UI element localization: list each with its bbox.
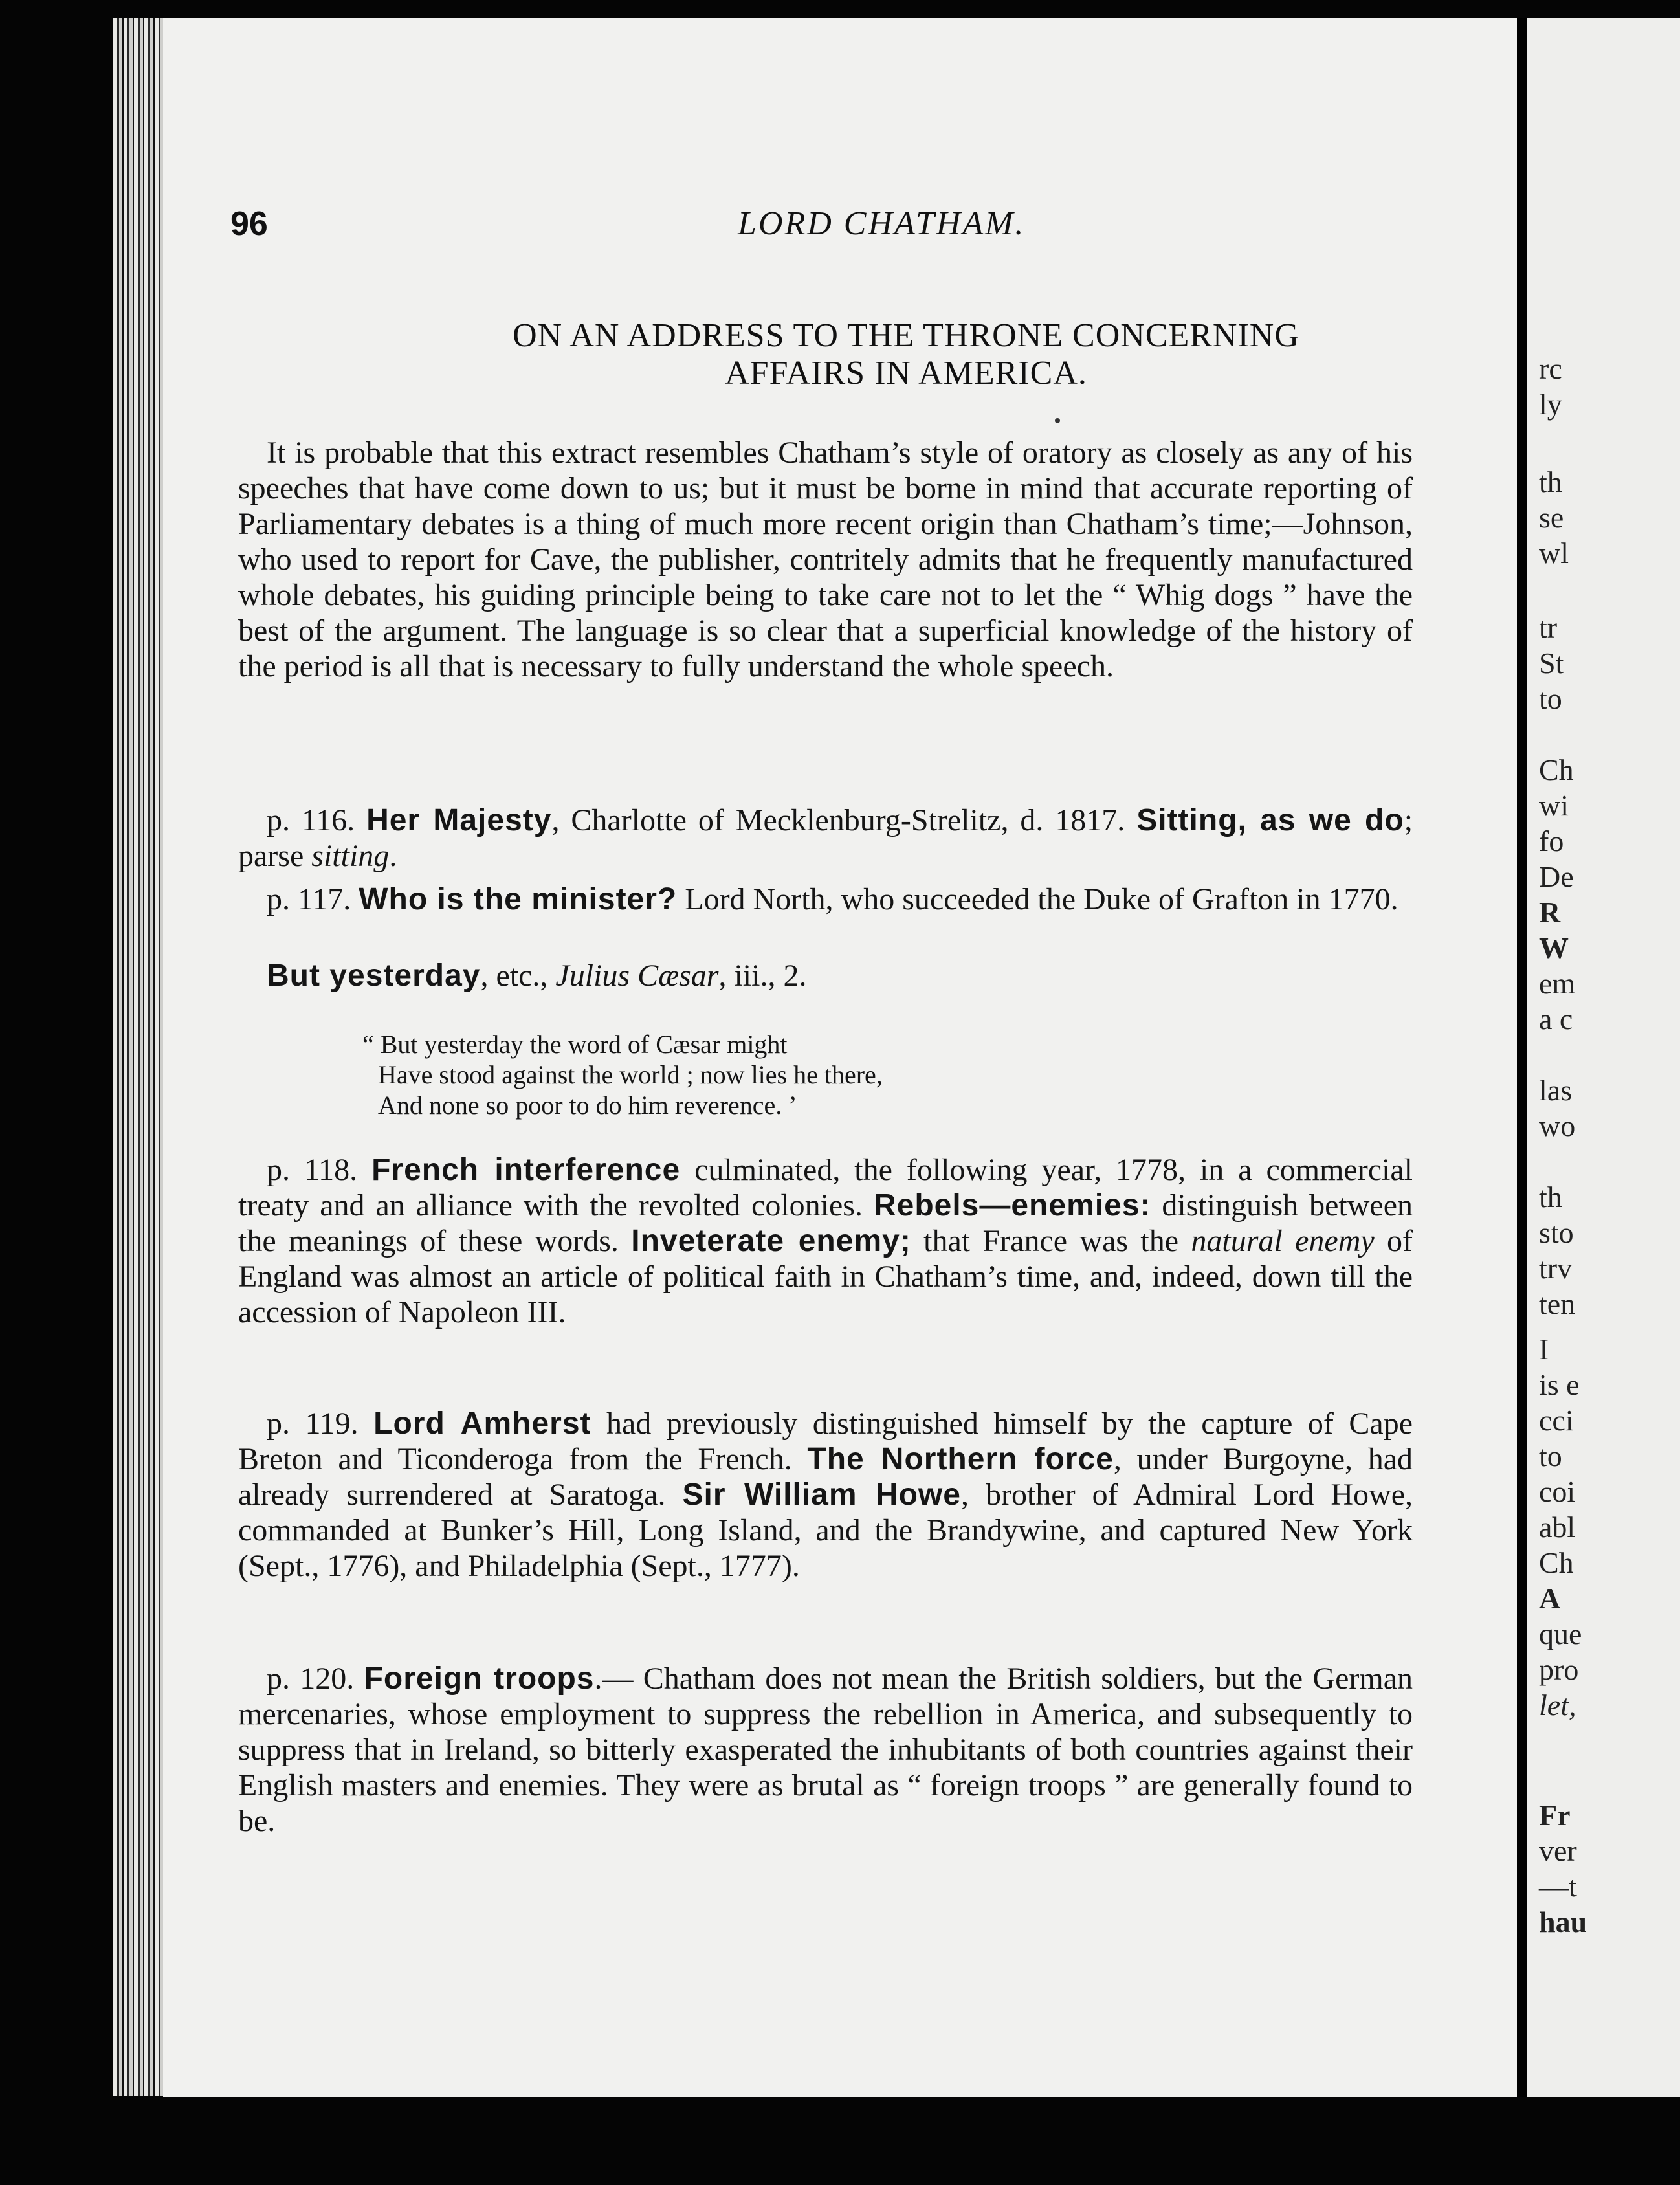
book-gutter <box>1517 18 1527 2097</box>
page-ref: p. 118. <box>267 1153 358 1187</box>
title-line-2: AFFAIRS IN AMERICA. <box>725 355 1087 392</box>
page-ref: p. 120. <box>267 1661 355 1696</box>
page-ref: p. 117. <box>267 882 351 916</box>
intro-paragraph <box>238 435 1413 684</box>
note-text: , iii., 2. <box>718 959 807 993</box>
facing-fragment: sto <box>1539 1216 1574 1249</box>
headword: Who is the minister? <box>359 882 678 916</box>
facing-fragment: to <box>1539 682 1562 715</box>
running-head: LORD CHATHAM. <box>738 205 1026 242</box>
facing-fragment: se <box>1539 501 1564 534</box>
headword: The Northern force <box>807 1442 1114 1476</box>
headword: Foreign troops <box>364 1661 595 1696</box>
headword: Her Majesty <box>366 803 552 837</box>
note-text: culminated, the following year, 1778, in a commercial treaty and an alliance with the revolted colonies. <box>238 1153 1413 1223</box>
note-text: of England was almost an article of political faith in Chatham’s time, and, indeed, down till the accession of Napoleon III. <box>238 1224 1413 1329</box>
page-ref: p. 119. <box>267 1406 359 1441</box>
headword: Rebels—enemies: <box>873 1188 1151 1223</box>
facing-fragment: wo <box>1539 1109 1576 1142</box>
facing-fragment: Ch <box>1539 753 1574 786</box>
quote-line-2: Have stood against the world ; now lies he there, <box>378 1060 883 1089</box>
page-number: 96 <box>230 205 268 243</box>
note-text: . <box>389 839 397 873</box>
facing-fragment: De <box>1539 860 1574 893</box>
quote-line-3: And none so poor to do him reverence. ’ <box>378 1091 797 1120</box>
intro-text: It is probable that this extract resembles Chatham’s style of oratory as closely as any of his speeches that have come down to us; but it must be borne in mind that accurate reporting of Parliamentary debates is a thing of much more recent origin than Chatham’s time;—Johnson, who used to report for Cave, the publisher, contritely admits that he frequently manufactured whole debates, his guiding principle being to take care not to let the “ Whig dogs ” have the best of the argument. The language is so clear that a superficial knowledge of the history of the period is all that is necessary to fully understand the whole speech. <box>238 436 1413 683</box>
facing-fragment: tr <box>1539 611 1558 644</box>
note-p120 <box>238 1661 1413 1839</box>
note-p116-text <box>238 803 1413 874</box>
book-page-edges <box>113 18 165 2096</box>
block-quote <box>362 1029 1333 1120</box>
facing-fragment: ten <box>1539 1287 1576 1320</box>
italic-term: sitting <box>311 839 390 873</box>
facing-fragment: is e <box>1539 1368 1580 1401</box>
facing-fragment: fo <box>1539 825 1564 858</box>
note-text: .— Chatham does not mean the British soldiers, but the German mercenaries, whose employment to suppress the rebellion in America, and subsequently to suppress that in Ireland, so bitterly exasperated the inhubitants of both countries against their English masters and enemies. They were as brutal as “ foreign troops ” are generally found to be. <box>238 1661 1413 1838</box>
ink-speck <box>1055 418 1060 423</box>
note-p118-text <box>238 1152 1413 1330</box>
note-yesterday-text <box>238 958 1413 993</box>
quote-line-1: “ But yesterday the word of Cæsar might <box>362 1030 788 1059</box>
note-text: had previously distinguished himself by the capture of Cape Breton and Ticonderoga from the French. <box>238 1406 1413 1476</box>
facing-fragment: trv <box>1539 1252 1573 1285</box>
facing-fragment: —t <box>1539 1870 1577 1903</box>
headword: Lord Amherst <box>373 1406 591 1441</box>
facing-fragment: St <box>1539 647 1564 680</box>
facing-page-edge <box>1527 18 1680 2097</box>
note-p116 <box>238 803 1413 874</box>
facing-fragment: wl <box>1539 537 1569 570</box>
facing-fragment: rc <box>1539 352 1562 385</box>
facing-fragment: que <box>1539 1617 1582 1650</box>
note-p119 <box>238 1406 1413 1584</box>
facing-fragment: th <box>1539 1181 1562 1214</box>
facing-fragment: let, <box>1539 1689 1576 1722</box>
facing-fragment: em <box>1539 967 1576 1000</box>
note-text: ; parse <box>238 803 1413 873</box>
note-p117 <box>238 882 1413 917</box>
title-line-1: ON AN ADDRESS TO THE THRONE CONCERNING <box>513 317 1299 354</box>
headword: Inveterate enemy; <box>631 1224 911 1258</box>
headword: Sitting, as we do <box>1136 803 1404 837</box>
note-p120-text <box>238 1661 1413 1839</box>
headword: Sir William Howe <box>682 1478 961 1512</box>
note-p118 <box>238 1152 1413 1330</box>
note-but-yesterday <box>238 958 1413 993</box>
facing-fragment: to <box>1539 1439 1562 1472</box>
facing-fragment: las <box>1539 1074 1573 1107</box>
facing-fragment: a c <box>1539 1003 1573 1036</box>
headword: But yesterday <box>267 959 481 993</box>
note-p117-text <box>238 882 1413 917</box>
facing-fragment: A <box>1539 1582 1561 1615</box>
note-text: , Charlotte of Mecklenburg-Strelitz, d. 1817. <box>551 803 1137 837</box>
facing-fragment: wi <box>1539 789 1569 822</box>
note-text: distinguish between the meanings of these words. <box>238 1188 1413 1258</box>
italic-term: natural enemy <box>1191 1224 1375 1258</box>
facing-fragment: pro <box>1539 1653 1579 1686</box>
facing-fragment: hau <box>1539 1905 1587 1938</box>
facing-fragment: th <box>1539 465 1562 498</box>
facing-fragment: cci <box>1539 1404 1574 1437</box>
note-text: that France was the <box>911 1224 1191 1258</box>
facing-fragment: Fr <box>1539 1799 1571 1832</box>
note-text: , brother of Admiral Lord Howe, commanded at Bunker’s Hill, Long Island, and the Brandywine, and captured New York (Sept., 1776), and Philadelphia (Sept., 1777). <box>238 1478 1413 1583</box>
facing-fragment: ly <box>1539 388 1562 421</box>
facing-fragment: ver <box>1539 1834 1577 1867</box>
facing-fragment: W <box>1539 931 1569 964</box>
facing-fragment: abl <box>1539 1511 1576 1544</box>
note-text: , etc., <box>480 959 556 993</box>
facing-fragment: R <box>1539 896 1561 929</box>
facing-fragment: Ch <box>1539 1546 1574 1579</box>
note-text: Lord North, who succeeded the Duke of Grafton in 1770. <box>677 882 1398 916</box>
facing-fragment: I <box>1539 1333 1549 1366</box>
headword: French interference <box>371 1153 681 1187</box>
page-ref: p. 116. <box>267 803 355 837</box>
note-text: , under Burgoyne, had already surrendered at Saratoga. <box>238 1442 1413 1512</box>
note-p119-text <box>238 1406 1413 1584</box>
facing-fragment: coi <box>1539 1475 1576 1508</box>
article-title <box>414 317 1398 392</box>
italic-title: Julius Cæsar <box>555 959 719 993</box>
